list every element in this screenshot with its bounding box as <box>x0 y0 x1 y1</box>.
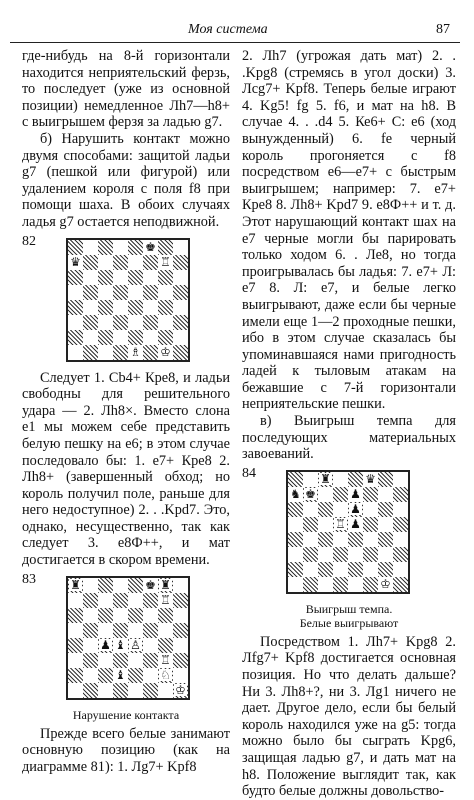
square-c2 <box>98 330 113 345</box>
square-d1 <box>113 345 128 360</box>
square-e7 <box>128 593 143 608</box>
square-g7 <box>158 593 173 608</box>
square-a2 <box>288 562 303 577</box>
square-d1 <box>113 683 128 698</box>
square-f6 <box>143 608 158 623</box>
square-h8 <box>173 240 188 255</box>
square-c6 <box>318 502 333 517</box>
square-e1 <box>128 345 143 360</box>
square-g3 <box>158 315 173 330</box>
square-g6 <box>378 502 393 517</box>
paragraph: б) Нарушить контакт можно двумя способами: защитой ладьи g7 (пешкой или фигурой) или удалением короля с поля f8 при помощи шаха. В обоих случаях ладья g7 остается неподвижной. <box>22 130 230 230</box>
square-f1 <box>143 683 158 698</box>
square-a4 <box>68 300 83 315</box>
square-c6 <box>98 270 113 285</box>
square-d5 <box>333 517 348 532</box>
chess-piece: ♟ <box>350 502 361 517</box>
square-e6 <box>128 608 143 623</box>
chess-piece: ♙ <box>130 638 141 653</box>
square-e3 <box>348 547 363 562</box>
square-d2 <box>333 562 348 577</box>
square-b4 <box>303 532 318 547</box>
square-b1 <box>83 345 98 360</box>
square-f4 <box>143 300 158 315</box>
chess-piece: ♖ <box>160 653 171 668</box>
square-d4 <box>333 532 348 547</box>
square-f7 <box>143 255 158 270</box>
square-c8 <box>98 578 113 593</box>
square-f6 <box>363 502 378 517</box>
square-h6 <box>173 608 188 623</box>
square-b1 <box>83 683 98 698</box>
square-e3 <box>128 315 143 330</box>
square-e8 <box>128 578 143 593</box>
square-a8 <box>68 578 83 593</box>
square-g3 <box>158 653 173 668</box>
square-h8 <box>173 578 188 593</box>
square-a6 <box>68 608 83 623</box>
diagram-84 <box>242 466 456 600</box>
paragraph: где-нибудь на 8-й горизонтали находится неприятельский ферзь, то последует (уже из основной позиции) немедленное Лh7—h8+ с выигрышем ферзя за ладью g7. <box>22 48 230 131</box>
chess-piece: ♘ <box>160 668 171 683</box>
square-f2 <box>363 562 378 577</box>
square-f1 <box>143 345 158 360</box>
running-title: Моя система <box>188 22 268 37</box>
chess-piece: ♔ <box>380 577 391 592</box>
square-d2 <box>113 330 128 345</box>
square-h1 <box>393 577 408 592</box>
square-e1 <box>348 577 363 592</box>
square-a3 <box>68 315 83 330</box>
square-e4 <box>128 638 143 653</box>
square-a3 <box>288 547 303 562</box>
chess-piece: ♚ <box>145 578 156 593</box>
square-b6 <box>83 270 98 285</box>
chess-piece: ♜ <box>320 472 331 487</box>
page-number: 87 <box>436 22 450 37</box>
square-h2 <box>173 330 188 345</box>
chess-piece: ♟ <box>350 517 361 532</box>
square-a1 <box>68 345 83 360</box>
square-b4 <box>83 638 98 653</box>
square-e3 <box>128 653 143 668</box>
diagram-number: 83 <box>22 571 36 587</box>
diagram-82 <box>22 234 230 368</box>
square-d8 <box>113 240 128 255</box>
diagram-caption: Выигрыш темпа. Белые выигрывают <box>299 601 399 630</box>
square-e7 <box>348 487 363 502</box>
paragraph: Прежде всего белые занимают основную позицию (как на диаграмме 81): 1. Лg7+ Kpf8 <box>22 725 230 775</box>
square-e7 <box>128 255 143 270</box>
square-b4 <box>83 300 98 315</box>
square-g5 <box>158 623 173 638</box>
square-g7 <box>158 255 173 270</box>
chess-piece: ♟ <box>100 638 111 653</box>
square-d6 <box>113 270 128 285</box>
chessboard <box>66 238 190 362</box>
paragraph: 2. Лh7 (угрожая дать мат) 2. . .Kpg8 (стремясь в угол доски) 3. Лсg7+ Kpf8. Теперь белые играют 4. Kg5! fg 5. f6, и мат на h8. В случае 4. . .d4 5. Ке6+ С: е6 (ход вынужденный) 6. fe черный король прогоняется с f8 посредством е6—е7+ с быстрым выигрышем; например: 7. е7+ Кре8 8. Лh8+ Kpd7 9. е8Ф++ и т. д. Этот нарушающий контакт шах на е7 черные могли бы парировать только ходом 6. . Ле8, но тогда проигрывалась бы ладья: 7. е7+ Л: е7 8. Л: е7, и белые легко выигрывают, даже если бы черные имели еще 1—2 проходные пешки, ибо в этом случае сказалась бы упоминавшаяся нами пригодность ладей к тыловым атакам на бежавшие с 7-й горизонтали неприятельские пешки. <box>242 48 456 413</box>
square-e5 <box>128 623 143 638</box>
square-a1 <box>288 577 303 592</box>
diagram-number: 84 <box>242 465 256 481</box>
square-h7 <box>173 255 188 270</box>
square-b2 <box>83 330 98 345</box>
square-c7 <box>318 487 333 502</box>
square-g3 <box>378 547 393 562</box>
square-f2 <box>143 668 158 683</box>
square-a7 <box>288 487 303 502</box>
square-h5 <box>173 285 188 300</box>
square-c5 <box>98 285 113 300</box>
square-c7 <box>98 593 113 608</box>
square-e6 <box>348 502 363 517</box>
square-h6 <box>173 270 188 285</box>
chess-piece: ♛ <box>70 255 81 270</box>
diagram-caption: Нарушение контакта <box>72 707 180 722</box>
square-c1 <box>98 345 113 360</box>
chess-piece: ♚ <box>305 487 316 502</box>
square-a5 <box>68 285 83 300</box>
square-d5 <box>113 285 128 300</box>
square-g4 <box>378 532 393 547</box>
square-f5 <box>363 517 378 532</box>
diagram-83 <box>22 572 230 706</box>
square-c8 <box>98 240 113 255</box>
chess-piece: ♖ <box>160 593 171 608</box>
square-b3 <box>83 315 98 330</box>
square-b1 <box>303 577 318 592</box>
square-f5 <box>143 623 158 638</box>
square-b5 <box>83 285 98 300</box>
square-b5 <box>83 623 98 638</box>
square-c6 <box>98 608 113 623</box>
square-b6 <box>83 608 98 623</box>
square-c4 <box>98 638 113 653</box>
square-g5 <box>378 517 393 532</box>
square-a6 <box>288 502 303 517</box>
square-h2 <box>393 562 408 577</box>
square-f3 <box>143 315 158 330</box>
square-e2 <box>128 668 143 683</box>
square-h3 <box>173 653 188 668</box>
square-d3 <box>113 653 128 668</box>
square-e4 <box>128 300 143 315</box>
square-f5 <box>143 285 158 300</box>
square-f7 <box>143 593 158 608</box>
square-c5 <box>98 623 113 638</box>
square-h4 <box>173 638 188 653</box>
square-d8 <box>113 578 128 593</box>
square-c3 <box>98 653 113 668</box>
square-g1 <box>158 683 173 698</box>
chess-piece: ♞ <box>290 487 301 502</box>
chess-piece: ♗ <box>130 345 141 360</box>
square-f8 <box>363 472 378 487</box>
square-d6 <box>333 502 348 517</box>
chessboard <box>286 470 410 594</box>
paragraph: Посредством 1. Лh7+ Kpg8 2. Лfg7+ Kpf8 достигается основная позиция. Но что делать дальше? Ни 3. Лh8+?, ни 3. Лg1 ничего не дает. Другое дело, если бы белый король находился уже на g5: тогда можно было бы сыграть Kpg6, защищая ладью g7, и дать мат на h8. Положение выглядит так, как будто белые должны довольство- <box>242 633 456 800</box>
square-d6 <box>113 608 128 623</box>
square-b8 <box>83 240 98 255</box>
square-c7 <box>98 255 113 270</box>
chessboard <box>66 576 190 700</box>
square-g4 <box>158 300 173 315</box>
square-h1 <box>173 683 188 698</box>
square-c2 <box>98 668 113 683</box>
square-h4 <box>393 532 408 547</box>
square-c4 <box>98 300 113 315</box>
square-f8 <box>143 240 158 255</box>
square-a8 <box>288 472 303 487</box>
square-g4 <box>158 638 173 653</box>
square-b3 <box>83 653 98 668</box>
square-f3 <box>363 547 378 562</box>
chess-piece: ♔ <box>175 683 186 698</box>
square-d7 <box>333 487 348 502</box>
square-e2 <box>348 562 363 577</box>
square-c3 <box>98 315 113 330</box>
square-g2 <box>378 562 393 577</box>
chess-piece: ♜ <box>70 578 81 593</box>
square-h5 <box>393 517 408 532</box>
square-c3 <box>318 547 333 562</box>
square-b5 <box>303 517 318 532</box>
square-c2 <box>318 562 333 577</box>
square-h7 <box>173 593 188 608</box>
square-h2 <box>173 668 188 683</box>
square-h4 <box>173 300 188 315</box>
chess-piece: ♜ <box>160 578 171 593</box>
square-b7 <box>303 487 318 502</box>
square-b7 <box>83 255 98 270</box>
square-b8 <box>303 472 318 487</box>
square-f4 <box>363 532 378 547</box>
square-c1 <box>98 683 113 698</box>
square-g6 <box>158 608 173 623</box>
square-e2 <box>128 330 143 345</box>
square-g2 <box>158 668 173 683</box>
square-b2 <box>303 562 318 577</box>
square-d4 <box>113 300 128 315</box>
square-g1 <box>378 577 393 592</box>
square-a8 <box>68 240 83 255</box>
square-a2 <box>68 668 83 683</box>
square-a5 <box>68 623 83 638</box>
square-a1 <box>68 683 83 698</box>
page-header <box>10 20 460 43</box>
square-h3 <box>173 315 188 330</box>
square-a5 <box>288 517 303 532</box>
square-f3 <box>143 653 158 668</box>
square-d3 <box>333 547 348 562</box>
square-b7 <box>83 593 98 608</box>
square-d5 <box>113 623 128 638</box>
square-h8 <box>393 472 408 487</box>
square-e8 <box>348 472 363 487</box>
square-c5 <box>318 517 333 532</box>
square-a7 <box>68 255 83 270</box>
square-f6 <box>143 270 158 285</box>
chess-piece: ♟ <box>350 487 361 502</box>
square-b6 <box>303 502 318 517</box>
square-h3 <box>393 547 408 562</box>
square-h1 <box>173 345 188 360</box>
square-d2 <box>113 668 128 683</box>
chess-piece: ♝ <box>115 668 126 683</box>
square-g8 <box>158 240 173 255</box>
square-e5 <box>128 285 143 300</box>
square-d3 <box>113 315 128 330</box>
square-d1 <box>333 577 348 592</box>
square-b3 <box>303 547 318 562</box>
square-h7 <box>393 487 408 502</box>
square-g5 <box>158 285 173 300</box>
chess-piece: ♖ <box>160 255 171 270</box>
square-e8 <box>128 240 143 255</box>
square-c4 <box>318 532 333 547</box>
square-c8 <box>318 472 333 487</box>
square-g6 <box>158 270 173 285</box>
square-a2 <box>68 330 83 345</box>
square-h5 <box>173 623 188 638</box>
chess-piece: ♛ <box>365 472 376 487</box>
paragraph: в) Выигрыш темпа для последующих материальных завоеваний. <box>242 413 456 463</box>
square-g2 <box>158 330 173 345</box>
square-g8 <box>378 472 393 487</box>
square-b8 <box>83 578 98 593</box>
square-a3 <box>68 653 83 668</box>
square-f1 <box>363 577 378 592</box>
square-a4 <box>68 638 83 653</box>
square-d7 <box>113 593 128 608</box>
square-g1 <box>158 345 173 360</box>
square-f4 <box>143 638 158 653</box>
diagram-number: 82 <box>22 233 36 249</box>
left-column <box>22 48 230 775</box>
square-a6 <box>68 270 83 285</box>
square-f8 <box>143 578 158 593</box>
square-a4 <box>288 532 303 547</box>
square-e1 <box>128 683 143 698</box>
square-f2 <box>143 330 158 345</box>
square-e5 <box>348 517 363 532</box>
square-a7 <box>68 593 83 608</box>
square-d4 <box>113 638 128 653</box>
square-b2 <box>83 668 98 683</box>
square-g8 <box>158 578 173 593</box>
paragraph: Следует 1. Cb4+ Кре8, и ладьи свободны для решительного удара — 2. Лh8×. Вместо слона е1 мы можем себе представить белую пешку на е6; в этом случае последовало бы: 1. е7+ Кре8 2. Лh8+ (завершенный обход; но король получил поле, раньше для него недоступное) 2. . .Kpd7. Это, однако, несущественно, так как следует 3. е8Ф++, и мат достигается в скором времени. <box>22 369 230 569</box>
square-g7 <box>378 487 393 502</box>
square-h6 <box>393 502 408 517</box>
square-e6 <box>128 270 143 285</box>
chess-piece: ♝ <box>115 638 126 653</box>
square-f7 <box>363 487 378 502</box>
chess-piece: ♔ <box>160 345 171 360</box>
chess-piece: ♚ <box>145 240 156 255</box>
square-e4 <box>348 532 363 547</box>
right-column <box>242 48 456 800</box>
square-c1 <box>318 577 333 592</box>
chess-piece: ♖ <box>335 517 346 532</box>
square-d8 <box>333 472 348 487</box>
square-d7 <box>113 255 128 270</box>
